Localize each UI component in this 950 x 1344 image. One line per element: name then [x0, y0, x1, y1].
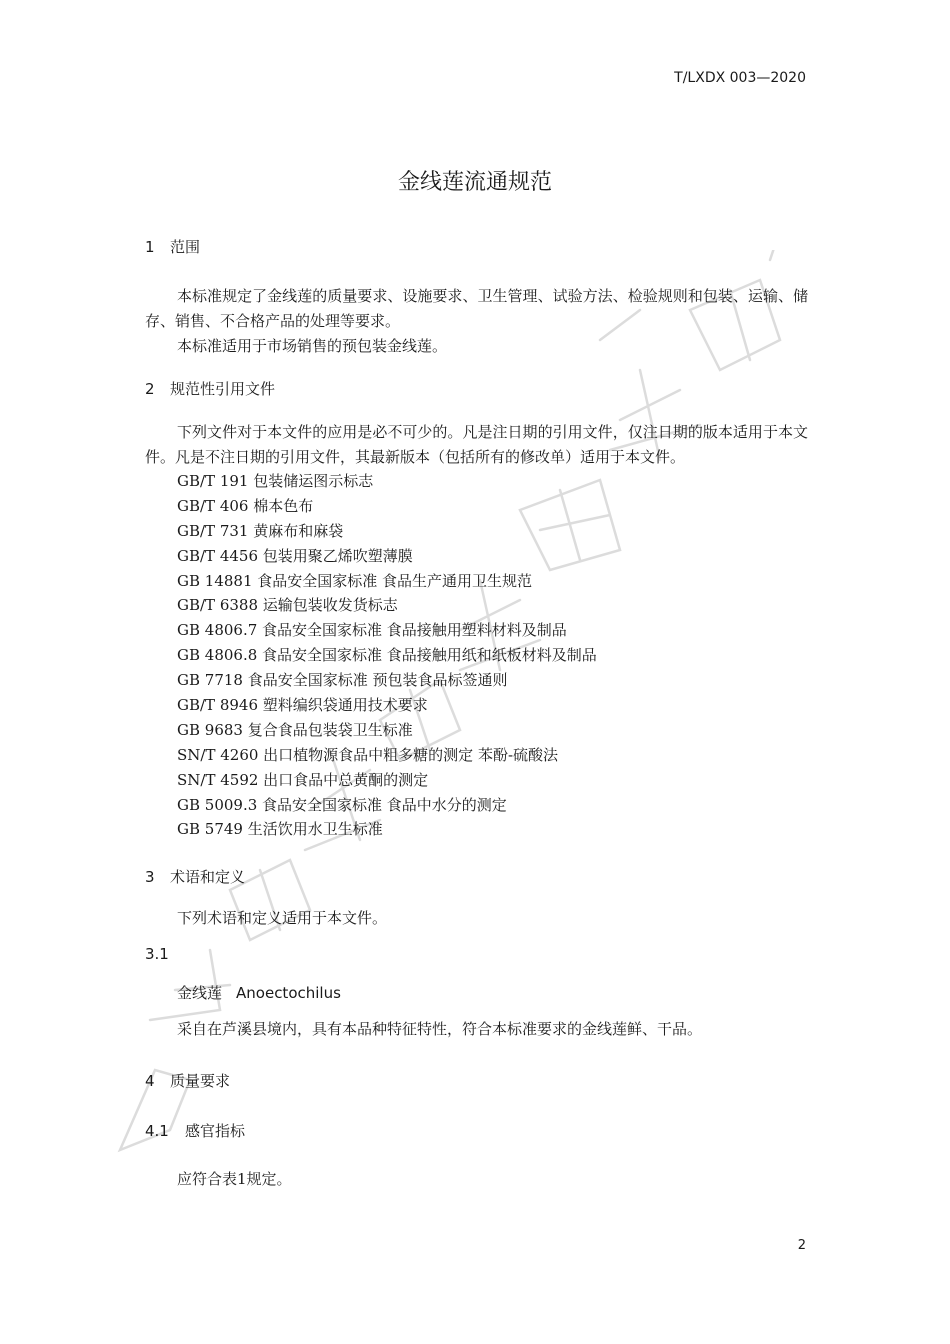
reference-item: GB 5749 生活饮用水卫生标准	[177, 820, 383, 839]
section-number: 4.1	[145, 1122, 169, 1140]
reference-item: GB/T 8946 塑料编织袋通用技术要求	[177, 696, 428, 715]
term-entry	[177, 982, 341, 1003]
section-3-heading	[145, 866, 245, 887]
reference-item: GB/T 406 棉本色布	[177, 496, 314, 515]
section-number: 3	[145, 868, 155, 886]
section-title: 规范性引用文件	[170, 380, 276, 398]
section-1-paragraph-1: 本标准规定了金线莲的质量要求、设施要求、卫生管理、试验方法、检验规则和包装、运输、储存、销售、不合格产品的处理等要求。	[145, 287, 808, 330]
section-2-intro: 下列文件对于本文件的应用是必不可少的。凡是注日期的引用文件，仅注日期的版本适用于本文件。凡是不注日期的引用文件，其最新版本（包括所有的修改单）适用于本文件。	[145, 423, 808, 466]
reference-item: GB/T 6388 运输包装收发货标志	[177, 596, 398, 615]
reference-item: GB 5009.3 食品安全国家标准 食品中水分的测定	[177, 795, 507, 814]
reference-item: GB 14881 食品安全国家标准 食品生产通用卫生规范	[177, 571, 533, 590]
section-3-intro: 下列术语和定义适用于本文件。	[177, 909, 388, 927]
page-number: 2	[797, 1238, 806, 1253]
reference-item: SN/T 4260 出口植物源食品中粗多糖的测定 苯酚-硫酸法	[177, 745, 559, 764]
section-1-heading	[145, 236, 200, 257]
reference-item: GB/T 731 黄麻布和麻袋	[177, 521, 344, 540]
subsection-4-1-heading	[145, 1120, 245, 1141]
section-4-heading	[145, 1070, 230, 1091]
section-4-1-text: 应符合表1规定。	[177, 1170, 292, 1188]
section-title: 感官指标	[185, 1122, 246, 1140]
reference-item: GB 4806.8 食品安全国家标准 食品接触用纸和纸板材料及制品	[177, 646, 597, 665]
reference-item: SN/T 4592 出口食品中总黄酮的测定	[177, 770, 429, 789]
subsection-3-1-heading	[145, 945, 169, 963]
reference-item: GB 4806.7 食品安全国家标准 食品接触用塑料材料及制品	[177, 621, 567, 640]
section-2-heading	[145, 378, 275, 399]
section-number: 2	[145, 380, 155, 398]
term-definition: 采自在芦溪县境内，具有本品种特征特性，符合本标准要求的金线莲鲜、干品。	[177, 1020, 703, 1038]
section-1-paragraph-2: 本标准适用于市场销售的预包装金线莲。	[177, 337, 448, 355]
reference-list	[177, 469, 597, 842]
section-title: 术语和定义	[170, 868, 246, 886]
term-latin: Anoectochilus	[236, 984, 341, 1002]
section-title: 质量要求	[170, 1072, 231, 1090]
section-number: 4	[145, 1072, 155, 1090]
section-number: 3.1	[145, 945, 169, 963]
reference-item: GB/T 4456 包装用聚乙烯吹塑薄膜	[177, 546, 413, 565]
reference-item: GB/T 191 包装储运图示标志	[177, 472, 374, 490]
section-number: 1	[145, 238, 155, 256]
document-code: T/LXDX 003—2020	[674, 70, 806, 86]
section-title: 范围	[170, 238, 201, 256]
document-title: 金线莲流通规范	[397, 170, 552, 195]
reference-item: GB 7718 食品安全国家标准 预包装食品标签通则	[177, 671, 508, 690]
reference-item: GB 9683 复合食品包装袋卫生标准	[177, 720, 413, 739]
term-chinese: 金线莲	[177, 984, 223, 1002]
